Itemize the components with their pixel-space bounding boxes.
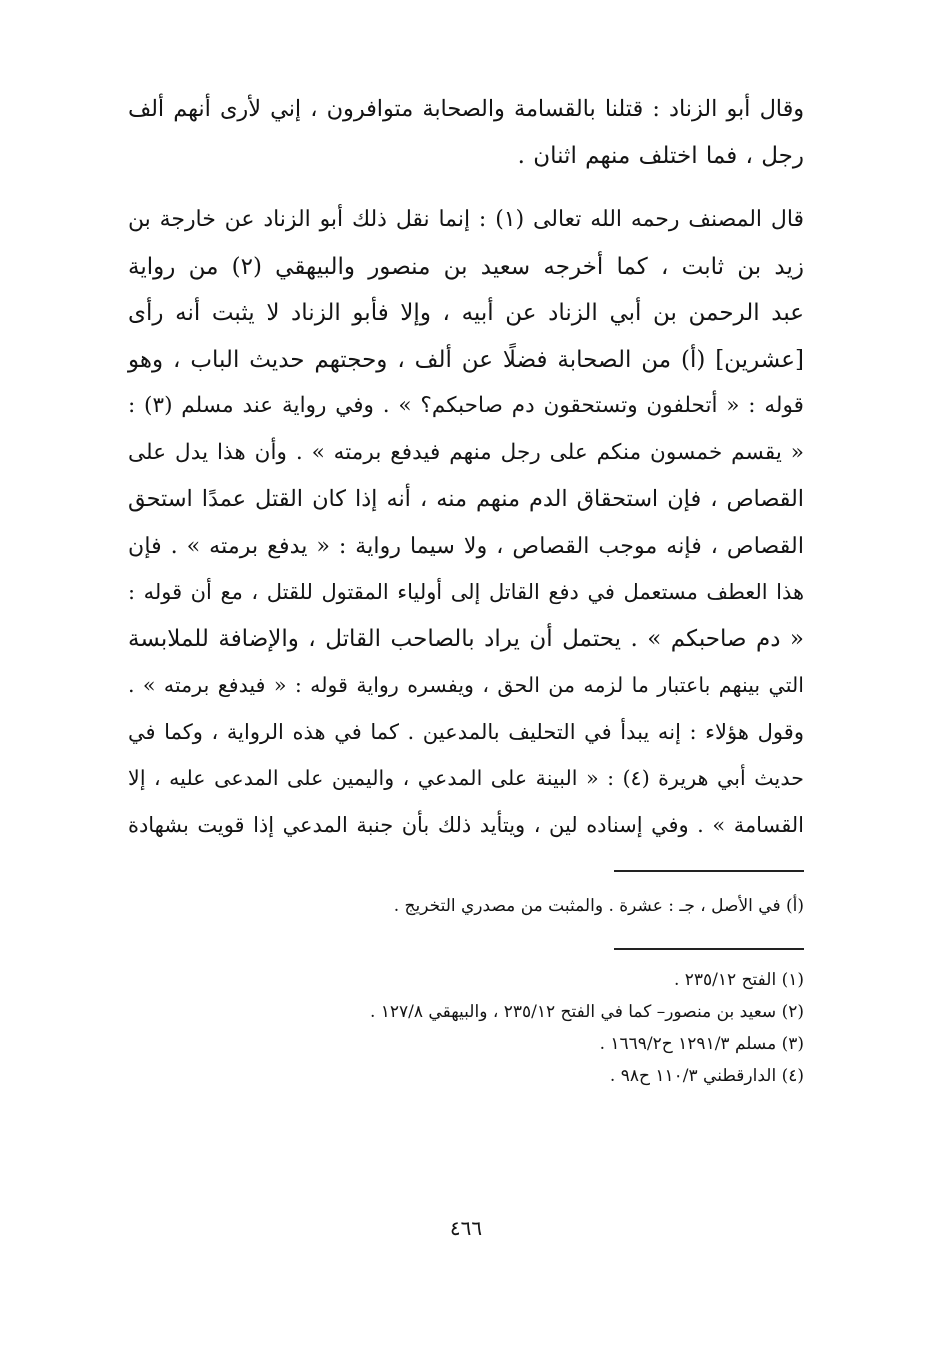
- text-line: القصاص ، فإن استحقاق الدم منهم منه ، أنه إذا كان القتل عمدًا استحق: [128, 486, 804, 512]
- footnote-list: [128, 964, 804, 1092]
- text-line: القصاص ، فإنه موجب القصاص ، ولا سيما رواية : « يدفع برمته » . فإن: [128, 532, 804, 559]
- text-line: « دم صاحبكم » . يحتمل أن يراد بالصاحب القاتل ، والإضافة للملابسة: [128, 625, 804, 652]
- text-line: قوله : « أتحلفون وتستحقون دم صاحبكم؟ » . وفي رواية عند مسلم (٣) :: [128, 393, 804, 418]
- footnote: (٤) الدارقطني ١١٠/٣ ح٩٨ .: [609, 1066, 804, 1086]
- text-line: هذا العطف مستعمل في دفع القاتل إلى أولياء المقتول للقتل ، مع أن قوله :: [128, 580, 804, 604]
- text-line: زيد بن ثابت ، كما أخرجه سعيد بن منصور والبيهقي (٢) من رواية: [128, 253, 804, 280]
- footnote: (٢) سعيد بن منصور– كما في الفتح ٢٣٥/١٢ ، والبيهقي ١٢٧/٨ .: [369, 1002, 804, 1022]
- text-line: « يقسم خمسون منكم على رجل منهم فيدفع برمته » . وأن هذا يدل على: [128, 439, 804, 465]
- text-line: عبد الرحمن بن أبي الزناد عن أبيه ، وإلا فأبو الزناد لا يثبت أنه رأى: [128, 300, 804, 326]
- paragraph-1: [128, 86, 804, 179]
- footnote: (٣) مسلم ١٢٩١/٣ ح١٦٦٩/٢ .: [599, 1034, 804, 1054]
- footnote-divider: [614, 870, 804, 872]
- text-line: وقول هؤلاء : إنه يبدأ في التحليف بالمدعين . كما في هذه الرواية ، وكما في: [128, 718, 804, 744]
- paragraph-2: [128, 197, 804, 848]
- variant-note: (أ) في الأصل ، جـ : عشرة . والمثبت من مصدري التخريج .: [393, 896, 804, 916]
- text-line: قال المصنف رحمه الله تعالى (١) : إنما نقل ذلك أبو الزناد عن خارجة بن: [128, 207, 804, 232]
- footnote-divider: [614, 948, 804, 950]
- text-line: القسامة » . وفي إسناده لين ، ويتأيد ذلك بأن جنبة المدعي إذا قويت بشهادة: [128, 812, 804, 837]
- text-line: رجل ، فما اختلف منهم اثنان .: [517, 142, 804, 169]
- text-line: حديث أبي هريرة (٤) : « البينة على المدعي ، واليمين على المدعى عليه ، إلا: [128, 766, 804, 790]
- footnote: (١) الفتح ٢٣٥/١٢ .: [673, 970, 804, 990]
- text-line: [عشرين] (أ) من الصحابة فضلًا عن ألف ، وحجتهم حديث الباب ، وهو: [128, 346, 804, 373]
- page-number: ٤٦٦: [449, 1216, 483, 1240]
- text-line: وقال أبو الزناد : قتلنا بالقسامة والصحابة متوافرون ، إني لأرى أنهم ألف: [128, 96, 804, 122]
- text-line: التي بينهم باعتبار ما لزمه من الحق ، ويفسره رواية قوله : « فيدفع برمته » .: [128, 673, 804, 697]
